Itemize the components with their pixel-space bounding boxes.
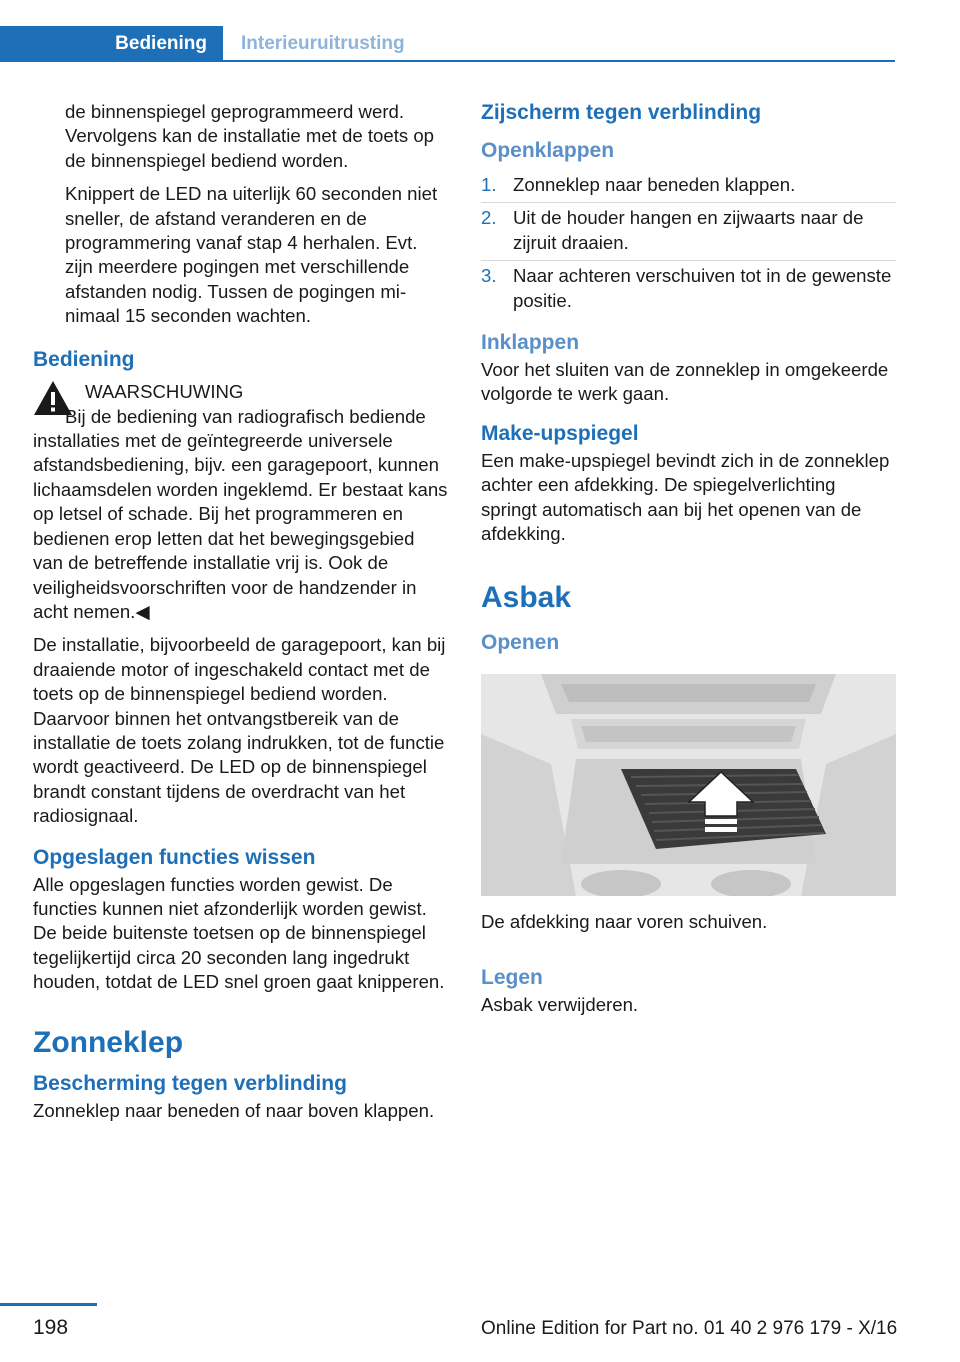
- footer-rule: [0, 1303, 97, 1306]
- ashtray-illustration: [481, 674, 896, 896]
- heading-wissen: Opgeslagen functies wissen: [33, 845, 316, 869]
- tab-bediening[interactable]: Bediening: [0, 26, 223, 62]
- paragraph-led: Knippert de LED na uiterlijk 60 seconden niet sneller, de afstand veranderen en de programmering vanaf stap 4 herhalen. Evt. zijn meerdere pogingen met verschillende afstanden nodig. Tussen de pogingen minimaal 15 seconden wachten.: [65, 183, 438, 327]
- paragraph-wissen: Alle opgeslagen functies worden gewist. De functies kunnen niet afzonderlijk worden gewist. De beide buitenste toetsen op de binnenspiegel tegelijkertijd circa 20 seconden lang ingedrukt houden, totdat de LED snel groen gaat knipperen.: [33, 873, 445, 993]
- list-item: [481, 261, 896, 318]
- paragraph-legen: Asbak verwijderen.: [481, 993, 639, 1015]
- step-number: 2.: [481, 207, 497, 229]
- paragraph-continued: de binnenspiegel geprogrammeerd werd. Vervolgens kan de installatie met de toets op de binnenspiegel bediend worden.: [65, 101, 435, 171]
- tab-interieuruitrusting[interactable]: Interieuruitrusting: [241, 33, 405, 54]
- paragraph-installatie: De installatie, bijvoorbeeld de garagepoort, kan bij draaiende motor of ingeschakeld contact met de toets op de binnenspiegel bediend worden. Daarvoor binnen het ontvangstbereik van de installatie de toets zolang indrukken, tot de functie wordt geactiveerd. De LED op de binnenspiegel brandt constant tijdens de overdracht van het radiosignaal.: [33, 634, 446, 827]
- right-column: [481, 100, 896, 1026]
- heading-makeup: Make-upspiegel: [481, 421, 639, 445]
- list-item: [481, 170, 896, 203]
- paragraph-inklappen: Voor het sluiten van de zonneklep in omgekeerde volgorde te werk gaan.: [481, 359, 889, 405]
- paragraph-makeup: Een make-upspiegel bevindt zich in de zonneklep achter een afdekking. De spiegelverlichting springt automatisch aan bij het openen van de afdekking.: [481, 449, 890, 545]
- heading-inklappen: Inklappen: [481, 331, 580, 355]
- page-number: 198: [33, 1316, 69, 1339]
- step-number: 3.: [481, 265, 497, 287]
- header-rule: [0, 60, 895, 62]
- heading-zijscherm: Zijscherm tegen verblinding: [481, 101, 762, 124]
- heading-bescherming: Bescherming tegen verblinding: [33, 1071, 347, 1095]
- steps-list: [481, 170, 896, 318]
- heading-asbak: Asbak: [481, 581, 572, 615]
- step-text: Uit de houder hangen en zijwaarts naar de zijruit draaien.: [513, 207, 864, 253]
- list-item: [481, 203, 896, 261]
- paragraph-openen: De afdekking naar voren schuiven.: [481, 911, 768, 933]
- left-column: [33, 100, 448, 1132]
- step-text: Zonneklep naar beneden klappen.: [513, 174, 796, 195]
- heading-openklappen: Openklappen: [481, 139, 615, 162]
- step-number: 1.: [481, 174, 497, 195]
- step-text: Naar achteren verschuiven tot in de gewenste positie.: [513, 265, 892, 311]
- heading-bediening: Bediening: [33, 347, 135, 371]
- edition-text: Online Edition for Part no. 01 40 2 976 179 - X/16: [481, 1318, 898, 1339]
- warning-title: WAARSCHUWING: [85, 380, 244, 402]
- warning-text: Bij de bediening van radiografisch bediende installaties met de geïntegreerde universele afstandsbediening, bijv. een garagepoort, kunnen lichaamsdelen worden ingeklemd. Er bestaat kans op letsel of schade. Bij het programmeren en bedienen erop letten dat het bewegingsgebied van de betreffende installatie vrij is. Ook de veiligheidsvoorschriften voor de handzender in acht nemen.◀: [33, 405, 448, 622]
- heading-zonneklep: Zonneklep: [33, 1025, 184, 1059]
- heading-openen: Openen: [481, 631, 560, 655]
- paragraph-zonneklep: Zonneklep naar beneden of naar boven klappen.: [33, 1099, 435, 1121]
- heading-legen: Legen: [481, 965, 543, 989]
